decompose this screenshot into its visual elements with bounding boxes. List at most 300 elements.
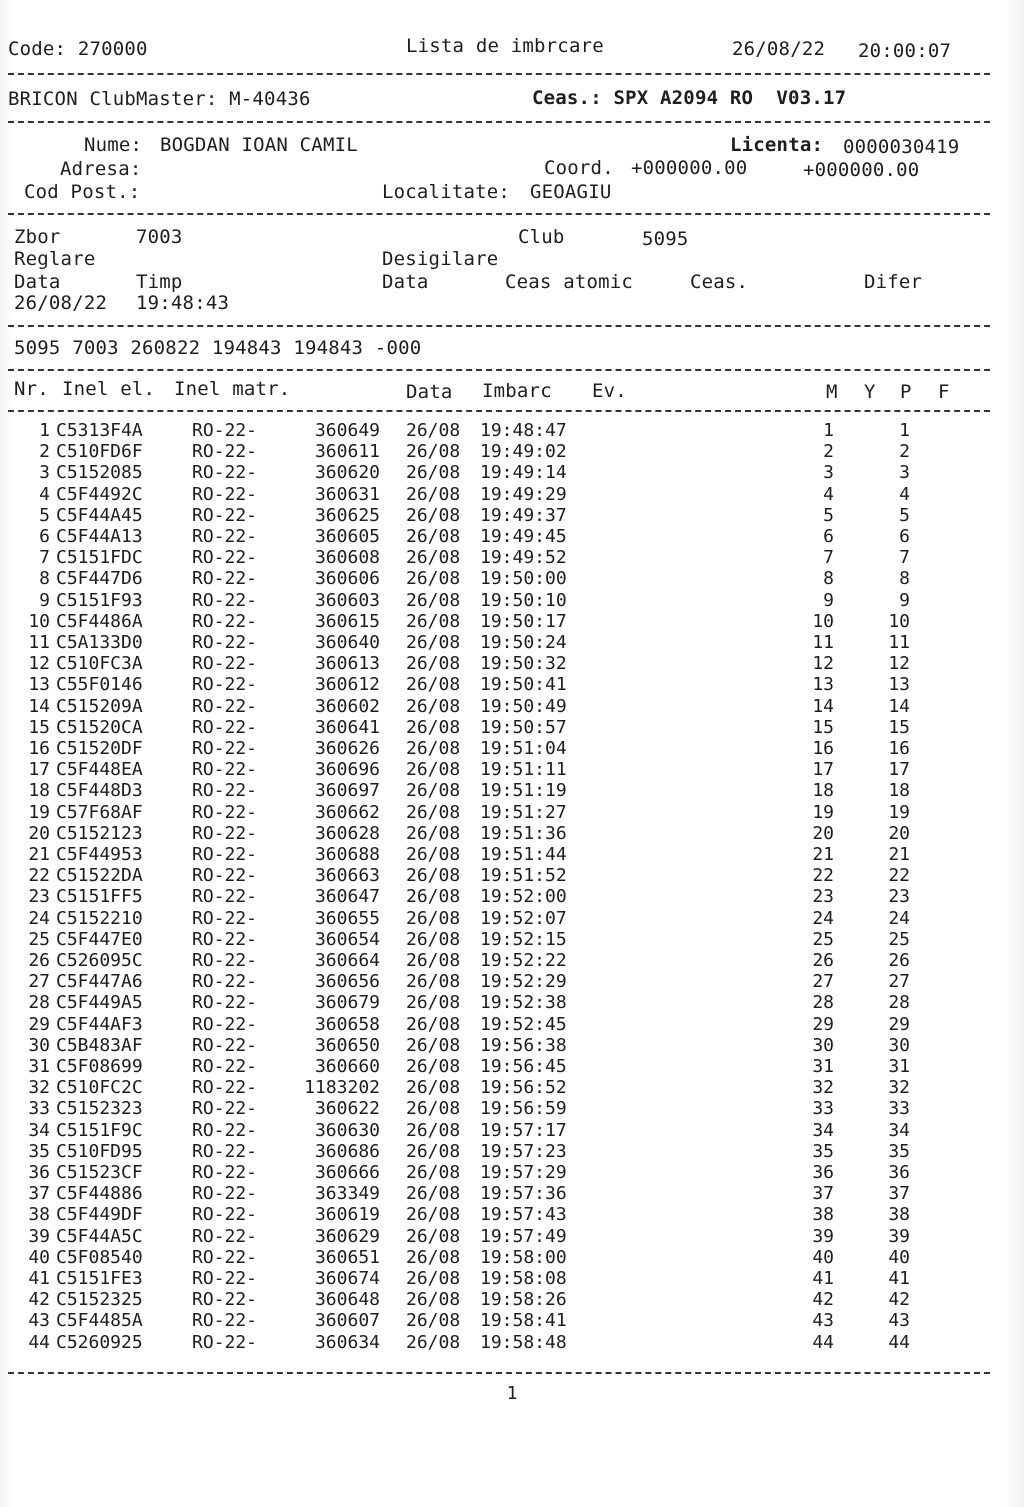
- ring-electronic: C5A133D0: [56, 632, 143, 653]
- ring-electronic: C5F449A5: [56, 992, 143, 1014]
- ring-number: 360605: [314, 526, 380, 547]
- table-row: [0, 462, 1024, 483]
- ring-number: 360662: [314, 801, 380, 823]
- ring-number: 360611: [314, 441, 380, 463]
- table-row: [0, 992, 1024, 1013]
- ring-prefix: RO-22-: [192, 1183, 258, 1205]
- ring-prefix: RO-22-: [192, 716, 258, 738]
- ring-number: 360615: [314, 610, 380, 632]
- table-row: [0, 1141, 1024, 1162]
- count-m: 21: [812, 844, 834, 865]
- ring-electronic: C51520CA: [56, 716, 143, 738]
- ring-electronic: C5F44A13: [56, 526, 143, 547]
- boarding-date: 26/08: [406, 462, 461, 484]
- boarding-date: 26/08: [406, 526, 461, 547]
- count-p: 38: [888, 1204, 910, 1226]
- ring-prefix: RO-22-: [192, 950, 258, 971]
- boarding-date: 26/08: [406, 568, 461, 590]
- table-row: [0, 1077, 1024, 1098]
- ring-prefix: RO-22-: [192, 1098, 258, 1120]
- ring-electronic: C51523CF: [56, 1162, 143, 1183]
- ring-prefix: RO-22-: [192, 1140, 258, 1162]
- ring-electronic: C5F447E0: [56, 928, 143, 950]
- col-ev: Ev.: [592, 380, 627, 402]
- count-m: 28: [812, 992, 834, 1014]
- row-number: 20: [28, 822, 50, 844]
- count-m: 33: [812, 1098, 834, 1120]
- row-number: 8: [39, 568, 50, 590]
- ring-electronic: C5152323: [56, 1098, 143, 1120]
- count-p: 36: [888, 1162, 910, 1183]
- row-number: 5: [39, 504, 50, 526]
- count-m: 18: [812, 780, 834, 802]
- ring-prefix: RO-22-: [192, 1034, 258, 1056]
- ring-electronic: C51520DF: [56, 738, 143, 759]
- ring-electronic: C5151FF5: [56, 886, 143, 908]
- table-row: [0, 950, 1024, 971]
- row-number: 29: [28, 1013, 50, 1035]
- boarding-date: 26/08: [406, 1119, 461, 1141]
- row-number: 18: [28, 780, 50, 802]
- count-m: 22: [812, 865, 834, 887]
- table-row: [0, 1289, 1024, 1310]
- ring-electronic: C5151F9C: [56, 1119, 143, 1141]
- boarding-date: 26/08: [406, 1098, 461, 1120]
- table-row: [0, 1162, 1024, 1183]
- boarding-time: 19:51:44: [480, 844, 567, 865]
- data2-label: Data: [382, 271, 429, 293]
- separator: [8, 73, 990, 75]
- ring-electronic: C51522DA: [56, 865, 143, 887]
- boarding-date: 26/08: [406, 653, 461, 675]
- col-nr: Nr.: [14, 378, 49, 400]
- row-number: 15: [28, 716, 50, 738]
- ring-prefix: RO-22-: [192, 928, 258, 950]
- boarding-time: 19:56:52: [480, 1077, 567, 1099]
- ring-electronic: C5F448EA: [56, 759, 143, 781]
- table-row: [0, 505, 1024, 526]
- ring-prefix: RO-22-: [192, 1289, 258, 1311]
- ring-number: 360613: [314, 653, 380, 675]
- count-p: 11: [888, 632, 910, 653]
- boarding-time: 19:52:15: [480, 928, 567, 950]
- ceas-label: Ceas.: [690, 271, 749, 293]
- ring-prefix: RO-22-: [192, 589, 258, 611]
- table-row: [0, 1035, 1024, 1056]
- boarding-date: 26/08: [406, 589, 461, 611]
- row-number: 40: [28, 1246, 50, 1268]
- ring-number: 360663: [314, 865, 380, 887]
- count-m: 13: [812, 674, 834, 696]
- boarding-time: 19:51:27: [480, 801, 567, 823]
- boarding-date: 26/08: [406, 865, 461, 887]
- boarding-time: 19:58:08: [480, 1268, 567, 1289]
- count-p: 6: [899, 526, 910, 547]
- row-number: 44: [28, 1331, 50, 1353]
- count-p: 33: [888, 1098, 910, 1120]
- count-m: 25: [812, 928, 834, 950]
- boarding-date: 26/08: [406, 801, 461, 823]
- ring-number: 360626: [314, 738, 380, 759]
- count-m: 34: [812, 1119, 834, 1141]
- boarding-time: 19:57:43: [480, 1204, 567, 1226]
- ring-number: 360664: [314, 950, 380, 971]
- license-number: 0000030419: [843, 136, 960, 158]
- difer-label: Difer: [864, 271, 923, 293]
- club-label: Club: [518, 226, 565, 248]
- ring-number: 360666: [314, 1162, 380, 1183]
- count-m: 32: [812, 1077, 834, 1099]
- ring-electronic: C5F448D3: [56, 780, 143, 802]
- ring-prefix: RO-22-: [192, 1310, 258, 1332]
- ring-prefix: RO-22-: [192, 526, 258, 547]
- count-p: 37: [888, 1183, 910, 1205]
- row-number: 14: [28, 695, 50, 717]
- ring-prefix: RO-22-: [192, 1162, 258, 1183]
- boarding-date: 26/08: [406, 738, 461, 759]
- ring-number: 360607: [314, 1310, 380, 1332]
- row-number: 12: [28, 653, 50, 675]
- count-m: 44: [812, 1331, 834, 1353]
- ring-electronic: C5F44A5C: [56, 1225, 143, 1247]
- ring-electronic: C5152210: [56, 907, 143, 929]
- coord-label: Coord.: [544, 157, 614, 179]
- locality: GEOAGIU: [530, 181, 612, 203]
- boarding-time: 19:49:45: [480, 526, 567, 547]
- table-row: [0, 420, 1024, 441]
- ring-electronic: C5151F93: [56, 589, 143, 611]
- count-m: 29: [812, 1013, 834, 1035]
- boarding-time: 19:51:04: [480, 738, 567, 759]
- row-number: 9: [39, 589, 50, 611]
- ring-number: 360651: [314, 1246, 380, 1268]
- row-number: 43: [28, 1310, 50, 1332]
- boarding-date: 26/08: [406, 1225, 461, 1247]
- boarding-time: 19:50:32: [480, 653, 567, 675]
- ring-prefix: RO-22-: [192, 483, 258, 505]
- table-row: [0, 441, 1024, 462]
- table-row: [0, 1098, 1024, 1119]
- report-time: 20:00:07: [858, 40, 952, 62]
- table-row: [0, 1310, 1024, 1331]
- boarding-time: 19:58:48: [480, 1331, 567, 1353]
- boarding-time: 19:50:17: [480, 610, 567, 632]
- count-p: 2: [899, 441, 910, 463]
- boarding-date: 26/08: [406, 992, 461, 1014]
- count-m: 1: [823, 420, 834, 441]
- ring-number: 360641: [314, 716, 380, 738]
- ring-prefix: RO-22-: [192, 674, 258, 696]
- row-number: 34: [28, 1119, 50, 1141]
- ring-number: 360656: [314, 971, 380, 993]
- boarding-time: 19:57:29: [480, 1162, 567, 1183]
- ring-prefix: RO-22-: [192, 462, 258, 484]
- ring-number: 360612: [314, 674, 380, 696]
- boarding-time: 19:50:57: [480, 716, 567, 738]
- ring-electronic: C5F447A6: [56, 971, 143, 993]
- boarding-time: 19:50:41: [480, 674, 567, 696]
- separator: [8, 1372, 990, 1374]
- count-m: 31: [812, 1056, 834, 1077]
- count-p: 19: [888, 801, 910, 823]
- boarding-time: 19:50:49: [480, 695, 567, 717]
- count-m: 3: [823, 462, 834, 484]
- row-number: 33: [28, 1098, 50, 1120]
- count-p: 27: [888, 971, 910, 993]
- count-m: 27: [812, 971, 834, 993]
- ring-electronic: C5F449DF: [56, 1204, 143, 1226]
- desigilare-label: Desigilare: [382, 248, 499, 270]
- row-number: 11: [28, 632, 50, 653]
- row-number: 2: [39, 441, 50, 463]
- ring-number: 360608: [314, 547, 380, 569]
- ring-electronic: C5F44A45: [56, 504, 143, 526]
- ring-prefix: RO-22-: [192, 1119, 258, 1141]
- ring-electronic: C5F4485A: [56, 1310, 143, 1332]
- ring-prefix: RO-22-: [192, 1268, 258, 1289]
- row-number: 37: [28, 1183, 50, 1205]
- count-p: 26: [888, 950, 910, 971]
- ring-number: 360630: [314, 1119, 380, 1141]
- ring-number: 360602: [314, 695, 380, 717]
- count-p: 13: [888, 674, 910, 696]
- count-p: 1: [899, 420, 910, 441]
- ring-prefix: RO-22-: [192, 1056, 258, 1077]
- ring-number: 360622: [314, 1098, 380, 1120]
- table-row: [0, 886, 1024, 907]
- ring-prefix: RO-22-: [192, 759, 258, 781]
- ring-electronic: C5152325: [56, 1289, 143, 1311]
- count-p: 16: [888, 738, 910, 759]
- boarding-time: 19:57:49: [480, 1225, 567, 1247]
- ring-electronic: C5F08540: [56, 1246, 143, 1268]
- ring-number: 363349: [314, 1183, 380, 1205]
- ring-electronic: C5152085: [56, 462, 143, 484]
- col-f: F: [938, 381, 950, 403]
- count-m: 42: [812, 1289, 834, 1311]
- ring-number: 360679: [314, 992, 380, 1014]
- zbor-label: Zbor: [14, 226, 61, 248]
- boarding-date: 26/08: [406, 1077, 461, 1099]
- count-p: 28: [888, 992, 910, 1014]
- club-number: 5095: [642, 228, 689, 250]
- boarding-time: 19:58:41: [480, 1310, 567, 1332]
- count-m: 35: [812, 1140, 834, 1162]
- separator: [8, 369, 990, 371]
- count-m: 20: [812, 822, 834, 844]
- count-m: 17: [812, 759, 834, 781]
- count-m: 4: [823, 483, 834, 505]
- boarding-date: 26/08: [406, 1013, 461, 1035]
- table-row: [0, 929, 1024, 950]
- table-row: [0, 1183, 1024, 1204]
- ring-prefix: RO-22-: [192, 844, 258, 865]
- row-number: 13: [28, 674, 50, 696]
- count-p: 32: [888, 1077, 910, 1099]
- boarding-time: 19:56:38: [480, 1034, 567, 1056]
- device-info: BRICON ClubMaster: M-40436: [8, 88, 311, 110]
- count-m: 23: [812, 886, 834, 908]
- separator: [8, 121, 990, 123]
- ring-electronic: C55F0146: [56, 674, 143, 696]
- count-m: 43: [812, 1310, 834, 1332]
- boarding-date: 26/08: [406, 632, 461, 653]
- count-m: 36: [812, 1162, 834, 1183]
- table-row: [0, 971, 1024, 992]
- row-number: 35: [28, 1140, 50, 1162]
- table-row: [0, 1268, 1024, 1289]
- count-p: 24: [888, 907, 910, 929]
- count-m: 7: [823, 547, 834, 569]
- row-number: 31: [28, 1056, 50, 1077]
- coord-y: +000000.00: [803, 159, 920, 181]
- ring-number: 360625: [314, 504, 380, 526]
- ring-prefix: RO-22-: [192, 1331, 258, 1353]
- boarding-date: 26/08: [406, 780, 461, 802]
- count-m: 39: [812, 1225, 834, 1247]
- row-number: 36: [28, 1162, 50, 1183]
- ring-electronic: C526095C: [56, 950, 143, 971]
- count-m: 16: [812, 738, 834, 759]
- count-p: 3: [899, 462, 910, 484]
- ring-number: 1183202: [304, 1077, 380, 1099]
- row-number: 16: [28, 738, 50, 759]
- col-date: Data: [406, 381, 453, 403]
- boarding-time: 19:52:00: [480, 886, 567, 908]
- ring-prefix: RO-22-: [192, 1077, 258, 1099]
- count-m: 41: [812, 1268, 834, 1289]
- ring-prefix: RO-22-: [192, 971, 258, 993]
- ring-number: 360654: [314, 928, 380, 950]
- ring-electronic: C5F4486A: [56, 610, 143, 632]
- report-date: 26/08/22: [732, 38, 826, 60]
- boarding-date: 26/08: [406, 504, 461, 526]
- ring-electronic: C510FD95: [56, 1140, 143, 1162]
- boarding-date: 26/08: [406, 907, 461, 929]
- boarding-time: 19:57:36: [480, 1183, 567, 1205]
- ring-prefix: RO-22-: [192, 865, 258, 887]
- table-row: [0, 590, 1024, 611]
- ring-electronic: C5F44886: [56, 1183, 143, 1205]
- boarding-time: 19:57:17: [480, 1119, 567, 1141]
- count-m: 9: [823, 589, 834, 611]
- table-row: [0, 484, 1024, 505]
- zbor-number: 7003: [136, 226, 183, 248]
- separator: [8, 410, 990, 412]
- count-p: 22: [888, 865, 910, 887]
- count-m: 5: [823, 504, 834, 526]
- ring-prefix: RO-22-: [192, 780, 258, 802]
- ring-electronic: C510FC2C: [56, 1077, 143, 1099]
- table-row: [0, 865, 1024, 886]
- count-m: 19: [812, 801, 834, 823]
- data-label: Data: [14, 271, 61, 293]
- ring-electronic: C5F08699: [56, 1056, 143, 1077]
- count-m: 6: [823, 526, 834, 547]
- count-m: 11: [812, 632, 834, 653]
- boarding-time: 19:51:19: [480, 780, 567, 802]
- boarding-date: 26/08: [406, 1246, 461, 1268]
- row-number: 1: [39, 420, 50, 441]
- ring-prefix: RO-22-: [192, 420, 258, 441]
- table-row: [0, 1332, 1024, 1353]
- count-p: 20: [888, 822, 910, 844]
- ring-electronic: C57F68AF: [56, 801, 143, 823]
- ring-electronic: C5F44953: [56, 844, 143, 865]
- clock-info: Ceas.: SPX A2094 RO V03.17: [532, 87, 847, 109]
- ring-prefix: RO-22-: [192, 504, 258, 526]
- boarding-date: 26/08: [406, 1268, 461, 1289]
- table-row: [0, 717, 1024, 738]
- col-m: M: [826, 381, 838, 403]
- boarding-date: 26/08: [406, 1183, 461, 1205]
- ring-number: 360629: [314, 1225, 380, 1247]
- boarding-date: 26/08: [406, 674, 461, 696]
- boarding-date: 26/08: [406, 1162, 461, 1183]
- ring-electronic: C5152123: [56, 822, 143, 844]
- boarding-date: 26/08: [406, 716, 461, 738]
- boarding-date: 26/08: [406, 950, 461, 971]
- count-p: 4: [899, 483, 910, 505]
- boarding-time: 19:57:23: [480, 1140, 567, 1162]
- count-p: 25: [888, 928, 910, 950]
- table-row: [0, 823, 1024, 844]
- ring-number: 360640: [314, 632, 380, 653]
- count-m: 24: [812, 907, 834, 929]
- ring-prefix: RO-22-: [192, 568, 258, 590]
- row-number: 24: [28, 907, 50, 929]
- count-p: 42: [888, 1289, 910, 1311]
- count-p: 35: [888, 1140, 910, 1162]
- row-number: 42: [28, 1289, 50, 1311]
- table-row: [0, 547, 1024, 568]
- flight-summary: 5095 7003 260822 194843 194843 -000: [14, 337, 422, 359]
- count-p: 9: [899, 589, 910, 611]
- table-row: [0, 908, 1024, 929]
- ceas-atomic-label: Ceas atomic: [505, 271, 634, 293]
- boarding-date: 26/08: [406, 971, 461, 993]
- count-p: 5: [899, 504, 910, 526]
- boarding-time: 19:49:52: [480, 547, 567, 569]
- boarding-date: 26/08: [406, 1056, 461, 1077]
- count-m: 10: [812, 610, 834, 632]
- count-p: 44: [888, 1331, 910, 1353]
- row-number: 10: [28, 610, 50, 632]
- table-row: [0, 526, 1024, 547]
- boarding-time: 19:58:00: [480, 1246, 567, 1268]
- ring-prefix: RO-22-: [192, 907, 258, 929]
- reglare-label: Reglare: [14, 248, 96, 270]
- row-number: 19: [28, 801, 50, 823]
- boarding-date: 26/08: [406, 547, 461, 569]
- ring-prefix: RO-22-: [192, 738, 258, 759]
- col-y: Y: [864, 381, 876, 403]
- ring-prefix: RO-22-: [192, 1204, 258, 1226]
- boarding-date: 26/08: [406, 1034, 461, 1056]
- address-label: Adresa:: [60, 158, 142, 180]
- ring-number: 360697: [314, 780, 380, 802]
- count-m: 30: [812, 1034, 834, 1056]
- table-row: [0, 653, 1024, 674]
- count-m: 2: [823, 441, 834, 463]
- ring-number: 360688: [314, 844, 380, 865]
- count-p: 10: [888, 610, 910, 632]
- ring-number: 360620: [314, 462, 380, 484]
- count-m: 15: [812, 716, 834, 738]
- boarding-date: 26/08: [406, 1331, 461, 1353]
- ring-number: 360686: [314, 1140, 380, 1162]
- count-p: 39: [888, 1225, 910, 1247]
